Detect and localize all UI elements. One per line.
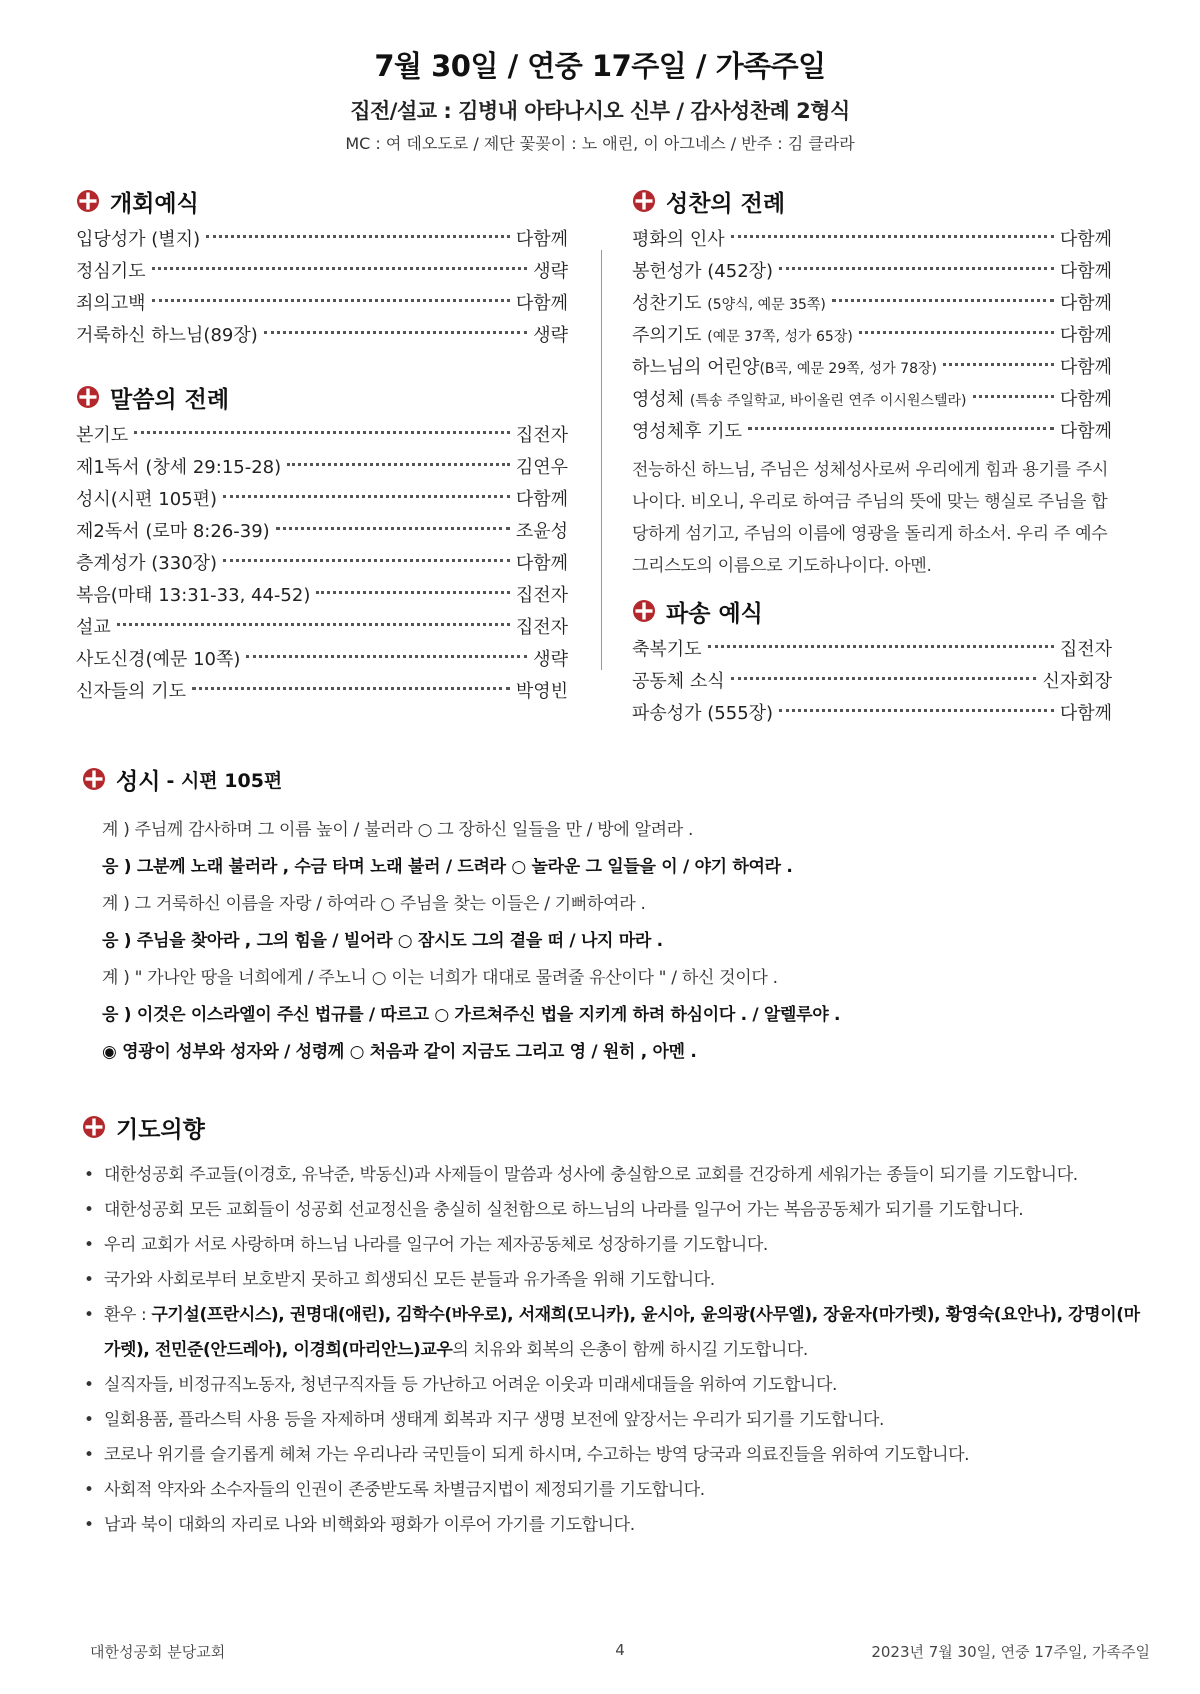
section-title: 성시 [116,768,161,795]
item-name: 공동체 소식 [632,671,725,692]
opening-list [76,224,568,352]
intention-item [82,1403,1142,1438]
item-label [632,698,773,730]
order-item [76,516,568,548]
order-item [76,484,568,516]
dot-leader [246,655,527,658]
item-label [76,420,128,452]
left-column [76,186,568,708]
item-label [76,452,281,484]
item-role: 다함께 [515,293,568,314]
order-item [632,384,1112,416]
item-name: 주의기도 [632,325,708,346]
dot-leader [731,235,1054,238]
item-name: 정심기도 [76,261,146,282]
dot-leader [731,677,1037,680]
dot-leader [859,331,1054,334]
intention-item [82,1193,1142,1228]
psalm-line: 응 ) 이것은 이스라엘이 주신 법규를 / 따르고 ○ 가르쳐주신 법을 지키게 하려 하심이다 . / 알렐루야 . [102,1005,841,1025]
order-item [76,420,568,452]
item-role: 다함께 [1059,229,1112,250]
item-role: 다함께 [1059,389,1112,410]
dot-leader [206,235,510,238]
item-name: 봉헌성가 (452장) [632,261,774,282]
order-item [76,452,568,484]
item-name: 영성체후 기도 [632,421,743,442]
dot-leader [779,267,1054,270]
order-item [632,224,1112,256]
item-name: 입당성가 (별지) [76,229,201,250]
psalm-lines [82,812,1132,1071]
item-name: 하느님의 어린양 [632,357,760,378]
item-name: 성시(시편 105편) [76,489,218,510]
order-item [76,644,568,676]
staff-line: MC : 여 데오도로 / 제단 꽃꽂이 : 노 애린, 이 아그네스 / 반주 : 김 클라라 [345,134,855,153]
section-eucharist-heading [632,186,1112,216]
item-role: 생략 [533,325,568,346]
dot-leader [117,623,510,626]
order-item [632,288,1112,320]
item-name: 복음(마태 13:31-33, 44-52) [76,585,311,606]
order-item [76,320,568,352]
order-item [632,634,1112,666]
psalm-line: 응 ) 주님을 찾아라 , 그의 힘을 / 빌어라 ○ 잠시도 그의 곁을 떠 / 나지 마라 . [102,931,663,951]
dot-leader [708,645,1054,648]
item-label [632,256,773,288]
intention-text: 코로나 위기를 슬기롭게 헤쳐 가는 우리나라 국민들이 되게 하시며, 수고하는 방역 당국과 의료진들을 위하여 기도합니다. [104,1445,970,1465]
item-role: 다함께 [515,553,568,574]
item-role: 신자회장 [1042,671,1112,692]
intention-text: 국가와 사회로부터 보호받지 못하고 희생되신 모든 분들과 유가족을 위해 기도합니다. [104,1270,715,1290]
item-label [76,484,217,516]
intention-item [82,1508,1142,1543]
item-label [76,612,111,644]
intention-item [82,1473,1142,1508]
section-title: 파송 예식 [666,600,763,627]
psalm-line: 계 ) 그 거룩하신 이름을 자랑 / 하여라 ○ 주님을 찾는 이들은 / 기뻐하여라 . [102,894,646,914]
order-item [76,612,568,644]
order-item [76,224,568,256]
item-name: 설교 [76,617,111,638]
item-label [76,320,258,352]
item-name: 층계성가 (330장) [76,553,218,574]
order-item [632,320,1112,352]
item-role: 김연우 [515,457,568,478]
word-list [76,420,568,708]
order-item [76,288,568,320]
footer-church: 대한성공회 분당교회 [90,1643,226,1661]
item-name: 평화의 인사 [632,229,725,250]
item-role: 다함께 [1059,357,1112,378]
intention-item [82,1158,1142,1193]
intention-text: 실직자들, 비정규직노동자, 청년구직자들 등 가난하고 어려운 이웃과 미래세대들을 위하여 기도합니다. [104,1375,837,1395]
intention-item [82,1228,1142,1263]
item-role: 생략 [533,649,568,670]
cross-in-circle-icon [82,1115,106,1139]
dismissal-list [632,634,1112,730]
item-label [632,634,702,666]
item-role: 집전자 [515,585,568,606]
order-item [632,352,1112,384]
dot-leader [748,427,1054,430]
item-name: 죄의고백 [76,293,146,314]
psalm-line: 계 ) " 가나안 땅을 너희에게 / 주노니 ○ 이는 너희가 대대로 물려줄 유산이다 " / 하신 것이다 . [102,968,778,988]
dot-leader [192,687,510,690]
section-psalm-heading [82,764,1132,794]
item-label [76,224,200,256]
item-name: 축복기도 [632,639,702,660]
dot-leader [264,331,527,334]
item-label [632,384,967,417]
item-label [632,352,937,385]
order-item [632,666,1112,698]
item-note: (B곡, 예문 29쪽, 성가 78장) [759,361,937,377]
dot-leader [973,395,1054,398]
item-name: 성찬기도 [632,293,708,314]
item-label [632,288,826,321]
item-role: 집전자 [515,425,568,446]
intention-item [82,1298,1142,1368]
dot-leader [832,299,1054,302]
section-dismissal-heading [632,596,1112,626]
intention-item [82,1438,1142,1473]
section-title: 기도의향 [116,1116,205,1143]
eucharist-list [632,224,1112,448]
section-subtitle: - 시편 105편 [166,769,283,792]
cross-in-circle-icon [82,767,106,791]
item-role: 집전자 [515,617,568,638]
patient-names: 구기설(프란시스), 권명대(애린), 김학수(바우로), 서재희(모니카), 윤시아, 윤의광(사무엘), 장윤자(마가렛), 황영숙(요안나), 강명이(마가렛), 전민준(안드레아), 이경희(마리안느)교우 [104,1305,1140,1360]
item-label [632,416,742,448]
section-title: 개회예식 [110,190,199,217]
psalm-section [82,764,1132,1071]
item-note: (예문 37쪽, 성가 65장) [707,329,853,345]
intention-item [82,1263,1142,1298]
intentions-section [82,1112,1142,1543]
dot-leader [134,431,510,434]
item-label [76,580,310,612]
post-communion-prayer: 전능하신 하느님, 주님은 성체성사로써 우리에게 힘과 용기를 주시나이다. 비오니, 우리로 하여금 주님의 뜻에 맞는 행실로 주님을 합당하게 섬기고, 주님의 이름에 영광을 돌리게 하소서. 우리 주 예수 그리스도의 이름으로 기도하나이다. 아멘. [632,460,1109,576]
psalm-line: 응 ) 그분께 노래 불러라 , 수금 타며 노래 불러 / 드려라 ○ 놀라운 그 일들을 이 / 야기 하여라 . [102,857,793,877]
intention-text: 일회용품, 플라스틱 사용 등을 자제하며 생태계 회복과 지구 생명 보전에 앞장서는 우리가 되기를 기도합니다. [104,1410,885,1430]
item-label [632,320,853,353]
section-opening-heading [76,186,568,216]
item-name: 제1독서 (창세 29:15-28) [76,457,282,478]
item-label [76,256,146,288]
dot-leader [223,559,510,562]
footer-date: 2023년 7월 30일, 연중 17주일, 가족주일 [871,1643,1150,1661]
section-intentions-heading [82,1112,1142,1142]
intention-text: 우리 교회가 서로 사랑하며 하느님 나라를 일구어 가는 제자공동체로 성장하기를 기도합니다. [104,1235,768,1255]
dot-leader [287,463,510,466]
intention-text-end: 의 치유와 회복의 은총이 함께 하시길 기도합니다. [452,1340,808,1360]
item-role: 집전자 [1059,639,1112,660]
item-note: (특송 주일학교, 바이올린 연주 이시원스텔라) [689,393,967,409]
item-name: 본기도 [76,425,129,446]
page-number: 4 [615,1641,625,1659]
item-label [76,288,146,320]
bulletin-header [0,44,1200,154]
intention-text: 환우 : [104,1305,152,1325]
dot-leader [779,709,1054,712]
item-label [632,224,725,256]
item-role: 다함께 [1059,325,1112,346]
cross-in-circle-icon [632,599,656,623]
intention-text: 대한성공회 모든 교회들이 성공회 선교정신을 충실히 실천함으로 하느님의 나라를 일구어 가는 복음공동체가 되기를 기도합니다. [104,1200,1024,1220]
intention-text: 남과 북이 대화의 자리로 나와 비핵화와 평화가 이루어 가기를 기도합니다. [104,1515,635,1535]
intention-text: 대한성공회 주교들(이경호, 유낙준, 박동신)과 사제들이 말씀과 성사에 충실함으로 교회를 건강하게 세워가는 종들이 되기를 기도합니다. [104,1165,1078,1185]
item-name: 거룩하신 하느님(89장) [76,325,258,346]
order-item [76,580,568,612]
dot-leader [152,267,528,270]
item-name: 제2독서 (로마 8:26-39) [76,521,270,542]
order-item [76,676,568,708]
right-column [632,186,1112,730]
intention-item [82,1368,1142,1403]
order-item [76,548,568,580]
page-title: 7월 30일 / 연중 17주일 / 가족주일 [374,49,826,83]
section-title: 말씀의 전례 [110,386,230,413]
item-role: 다함께 [1059,703,1112,724]
celebrant-line: 집전/설교 : 김병내 아타나시오 신부 / 감사성찬례 2형식 [350,99,850,123]
item-note: (5양식, 예문 35쪽) [707,297,826,313]
column-divider [601,250,602,670]
dot-leader [276,527,510,530]
item-role: 다함께 [1059,293,1112,314]
order-item [632,698,1112,730]
item-name: 영성체 [632,389,690,410]
intentions-list [82,1158,1142,1543]
item-role: 다함께 [1059,261,1112,282]
item-role: 다함께 [515,229,568,250]
section-word-heading [76,382,568,412]
cross-in-circle-icon [76,385,100,409]
item-role: 생략 [533,261,568,282]
dot-leader [316,591,509,594]
dot-leader [152,299,510,302]
item-label [76,516,270,548]
item-name: 파송성가 (555장) [632,703,774,724]
item-label [76,676,186,708]
item-role: 박영빈 [515,681,568,702]
cross-in-circle-icon [632,189,656,213]
item-name: 신자들의 기도 [76,681,187,702]
order-item [632,416,1112,448]
dot-leader [223,495,510,498]
item-label [76,548,217,580]
dot-leader [943,363,1054,366]
item-name: 사도신경(예문 10쪽) [76,649,241,670]
psalm-line: ◉ 영광이 성부와 성자와 / 성령께 ○ 처음과 같이 지금도 그리고 영 / 원히 , 아멘 . [102,1042,697,1062]
item-role: 다함께 [1059,421,1112,442]
order-item [76,256,568,288]
item-label [76,644,240,676]
item-role: 다함께 [515,489,568,510]
psalm-line: 계 ) 주님께 감사하며 그 이름 높이 / 불러라 ○ 그 장하신 일들을 만 / 방에 알려라 . [102,820,694,840]
item-label [632,666,725,698]
item-role: 조윤성 [515,521,568,542]
section-title: 성찬의 전례 [666,190,786,217]
order-item [632,256,1112,288]
intention-text: 사회적 약자와 소수자들의 인권이 존중받도록 차별금지법이 제정되기를 기도합니다. [104,1480,705,1500]
cross-in-circle-icon [76,189,100,213]
